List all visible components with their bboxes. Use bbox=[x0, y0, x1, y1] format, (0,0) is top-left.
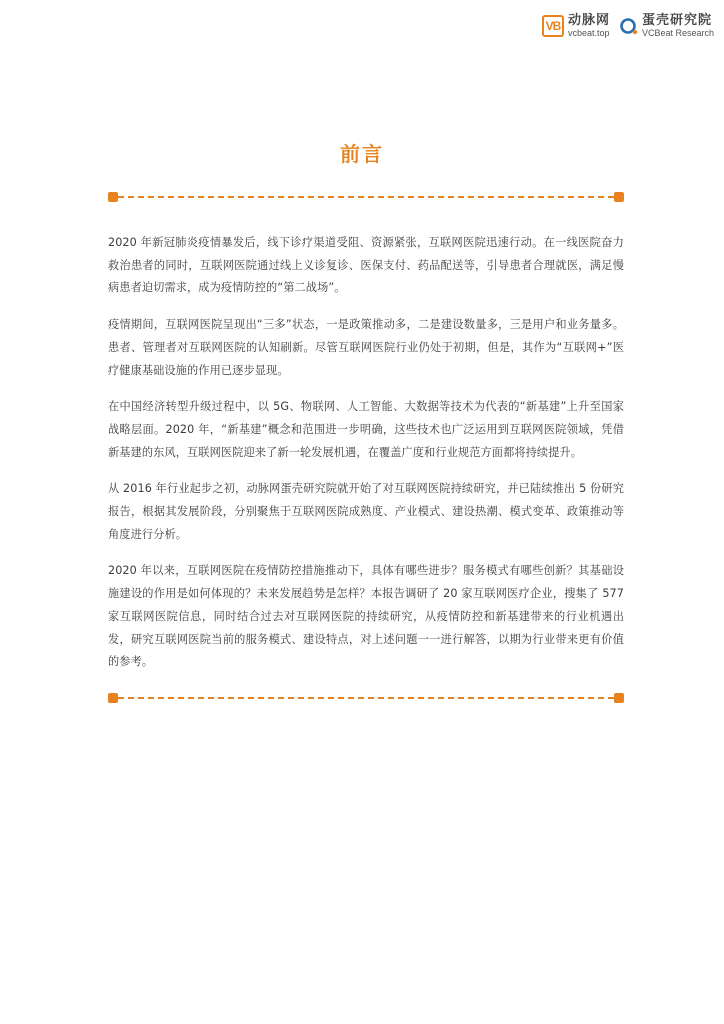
paragraph-1: 2020 年新冠肺炎疫情暴发后，线下诊疗渠道受阻、资源紧张，互联网医院迅速行动。在一线医院奋力救治患者的同时，互联网医院通过线上义诊复诊、医保支付、药品配送等，引导患者合理就医，满足慢病患者迫切需求，成为疫情防控的“第二战场”。 bbox=[108, 236, 624, 295]
paragraph-3: 在中国经济转型升级过程中，以 5G、物联网、人工智能、大数据等技术为代表的“新基建”上升至国家战略层面。2020 年，“新基建”概念和范围进一步明确，这些技术也广泛运用到互联网医院领域，凭借新基建的东风，互联网医院迎来了新一轮发展机遇，在覆盖广度和行业规范方面都将持续提升。 bbox=[108, 400, 624, 459]
header-logos bbox=[542, 14, 714, 38]
vb-logo-icon: VB bbox=[542, 15, 564, 37]
research-logo-name: 蛋壳研究院 bbox=[641, 13, 712, 28]
divider-square-right bbox=[614, 693, 624, 703]
vcbeat-logo bbox=[542, 14, 610, 38]
bottom-divider bbox=[108, 692, 624, 704]
vcbeat-logo-text bbox=[568, 14, 610, 38]
paragraph-5: 2020 年以来，互联网医院在疫情防控措施推动下，具体有哪些进步？服务模式有哪些创新？其基础设施建设的作用是如何体现的？未来发展趋势是怎样？本报告调研了 20 家互联网医疗企业，搜集了 577 家互联网医院信息，同时结合过去对互联网医院的持续研究，从疫情防控和新基建带来的行业机遇出发，研究互联网医院当前的服务模式、建设特点，对上述问题一一进行解答，以期为行业带来更有价值的参考。 bbox=[108, 564, 624, 669]
vcbeat-logo-name: 动脉网 bbox=[567, 13, 610, 28]
paragraph-4: 从 2016 年行业起步之初，动脉网蛋壳研究院就开始了对互联网医院持续研究，并已陆续推出 5 份研究报告，根据其发展阶段，分别聚焦于互联网医院成熟度、产业模式、建设热潮、模式变革、政策推动等角度进行分析。 bbox=[108, 482, 624, 541]
preface-body bbox=[108, 232, 624, 688]
egg-logo-icon bbox=[620, 17, 638, 35]
research-logo-sub: VCBeat Research bbox=[641, 28, 714, 38]
vcbeat-logo-sub: vcbeat.top bbox=[567, 28, 610, 38]
paragraph-2: 疫情期间，互联网医院呈现出“三多”状态，一是政策推动多，二是建设数量多，三是用户和业务量多。患者、管理者对互联网医院的认知刷新。尽管互联网医院行业仍处于初期，但是，其作为“互联网+”医疗健康基础设施的作用已逐步显现。 bbox=[108, 318, 624, 377]
vcbeat-research-logo bbox=[620, 14, 714, 38]
divider-square-left bbox=[108, 693, 118, 703]
divider-square-right bbox=[614, 192, 624, 202]
divider-dash-line bbox=[118, 697, 614, 699]
divider-dash-line bbox=[118, 196, 614, 198]
page-title: 前言 bbox=[340, 142, 384, 166]
divider-square-left bbox=[108, 192, 118, 202]
research-logo-text bbox=[642, 14, 714, 38]
top-divider bbox=[108, 191, 624, 203]
